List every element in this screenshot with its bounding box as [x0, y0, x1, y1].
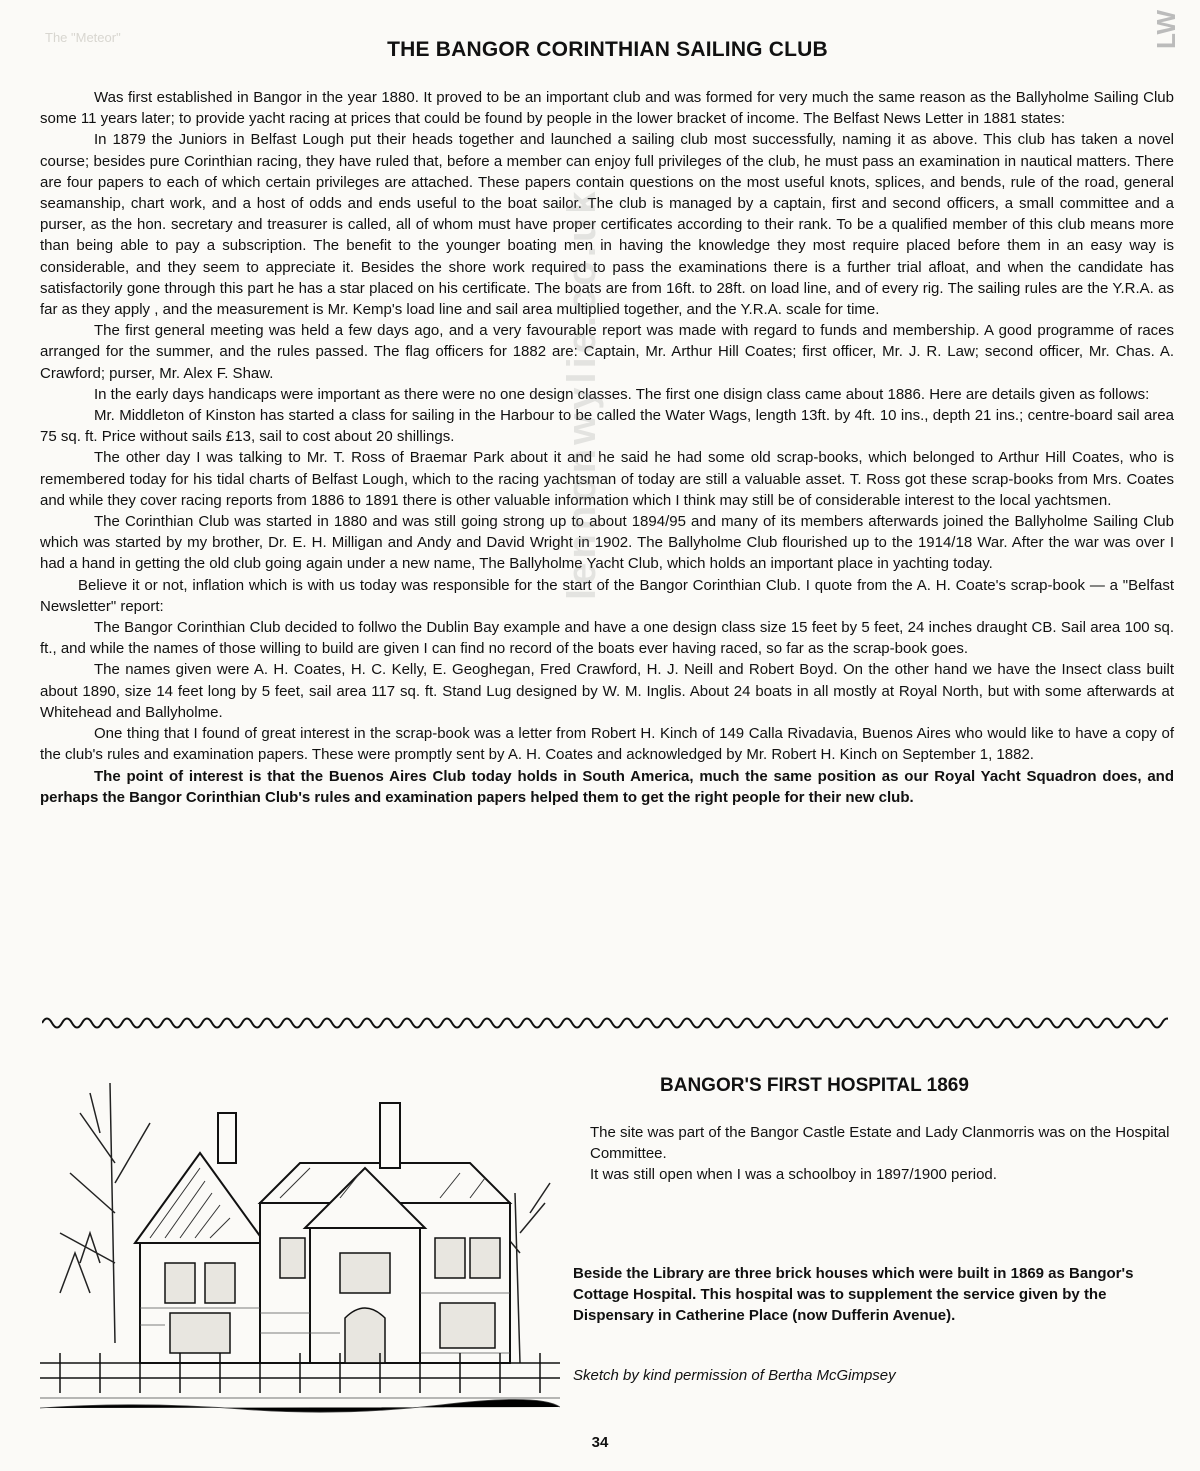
- article-title: THE BANGOR CORINTHIAN SAILING CLUB: [387, 38, 828, 61]
- paragraph: The names given were A. H. Coates, H. C. Kelly, E. Geoghegan, Fred Crawford, H. J. Neill and Robert Boyd. On the other hand we have the Insect class built about 1890, size 14 feet long by 5 feet, sail area 117 sq. ft. Stand Lug designed by W. M. Inglis. About 24 boats in all mostly at Royal North, but with some afterwards at Whitehead and Ballyholme.: [40, 661, 1174, 721]
- hospital-bold-text: Beside the Library are three brick houses which were built in 1869 as Bangor's Cottage Hospital. This hospital was to supplement the service given by the Dispensary in Catherine Place (now Dufferin Avenue).: [573, 1265, 1134, 1324]
- paragraph: Mr. Middleton of Kinston has started a class for sailing in the Harbour to be called the Water Wags, length 13ft. by 4ft. 10 ins., depth 21 ins.; centre-board sail area 75 sq. ft. Price without sails £13, sail to cost about 20 shillings.: [40, 407, 1174, 446]
- bleed-through-text: The "Meteor": [45, 30, 121, 45]
- paragraph: Was first established in Bangor in the year 1880. It proved to be an important club and was formed for very much the same reason as the Ballyholme Sailing Club some 11 years later; to provide yacht racing at prices that could be found by people in the lower bracket of income. The Belfast News Letter in 1881 states:: [40, 89, 1174, 128]
- watermark: lennonwylie.co.uk: [560, 187, 604, 600]
- paragraph: The Corinthian Club was started in 1880 and was still going strong up to about 1894/95 and many of its members afterwards joined the Ballyholme Sailing Club which was started by my brother, Dr. E. H. Milligan and Andy and David Wright in 1902. The Ballyholme Club flourished up to the 1914/18 War. After the war was over I had a hand in getting the old club going again under a new name, The Ballyholme Yacht Club, which holds an important place in yachting today.: [40, 513, 1174, 573]
- closing-bold-paragraph: The point of interest is that the Buenos Aires Club today holds in South America, much the same position as our Royal Yacht Squadron does, and perhaps the Bangor Corinthian Club's rules and examination papers helped them to get the right people for their new club.: [40, 767, 1174, 806]
- corner-mark: LW: [1151, 10, 1181, 49]
- paragraph: The other day I was talking to Mr. T. Ross of Braemar Park about it and he said he had some old scrap-books, which belonged to Arthur Hill Coates, who is remembered today for his tidal charts of Belfast Lough, which to the racing yachtsman of today are still a valuable asset. T. Ross got these scrap-books from Mrs. Coates and while they cover racing reports from 1886 to 1891 there is other valuable information which I think may still be of considerable interest to the local yachtsmen.: [40, 449, 1174, 509]
- article-body: [40, 87, 1174, 808]
- paragraph: In 1879 the Juniors in Belfast Lough put their heads together and launched a sailing club most successfully, naming it as above. This club has taken a novel course; besides pure Corinthian racing, they have ruled that, before a member can enjoy full privileges of the club, he must pass an examination in nautical matters. There are four papers to each of which certain privileges are attached. These papers contain questions on the most useful knots, splices, and bends, rule of the road, general seamanship, chart work, and a host of odds and ends useful to the boat sailor. The club is managed by a captain, first and second officers, a small committee and a purser, as the hon. secretary and treasurer is called, all of whom must have proper certificates according to their rank. To be a qualified member of this club means more than being able to pay a subscription. The benefit to the younger boating men in having the knowledge they most require placed before them in an easy way is considerable, and they seem to appreciate it. Besides the shore work required to pass the examinations there is a further trial afloat, and when the candidate has satisfactorily gone through this part he has a star placed on his certificate. The boats are from 16ft. to 28ft. on load line, and of every rig. The sailing rules are the Y.R.A. as far as they apply , and the measurement is Mr. Kemp's load line and sail area multiplied together, and the Y.R.A. scale for time.: [40, 131, 1174, 319]
- paragraph: The first general meeting was held a few days ago, and a very favourable report was made with regard to funds and membership. A good programme of races arranged for the summer, and the rules passed. The flag officers for 1882 are: Captain, Mr. Arthur Hill Coates; first officer, Mr. J. R. Law; second officer, Mr. Chas. A. Crawford; purser, Mr. Alex F. Shaw.: [40, 322, 1174, 382]
- wave-divider: [42, 1012, 1168, 1034]
- hospital-line: The site was part of the Bangor Castle Estate and Lady Clanmorris was on the Hospital Committee.: [590, 1124, 1170, 1162]
- hospital-sketch: [40, 1063, 560, 1413]
- hospital-line: It was still open when I was a schoolboy in 1897/1900 period.: [590, 1166, 997, 1183]
- paragraph: The Bangor Corinthian Club decided to follwo the Dublin Bay example and have a one design class size 15 feet by 5 feet, 24 inches draught CB. Sail area 100 sq. ft., and while the names of those willing to build are given I can find no record of the boats ever having raced, so far as the scrap-book goes.: [40, 619, 1174, 658]
- paragraph: One thing that I found of great interest in the scrap-book was a letter from Robert H. Kinch of 149 Calla Rivadavia, Buenos Aires who would like to have a copy of the club's rules and examination papers. These were promptly sent by A. H. Coates and acknowledged by Mr. Robert H. Kinch on September 1, 1882.: [40, 725, 1174, 764]
- hospital-body: [590, 1122, 1175, 1185]
- sketch-credit: Sketch by kind permission of Bertha McGimpsey: [573, 1367, 896, 1384]
- paragraph: Believe it or not, inflation which is with us today was responsible for the start of the Bangor Corinthian Club. I quote from the A. H. Coate's scrap-book — a "Belfast Newsletter" report:: [40, 576, 1174, 615]
- page-number: 34: [591, 1434, 609, 1451]
- paragraph: In the early days handicaps were important as there were no one design classes. The first one disign class came about 1886. Here are details given as follows:: [94, 385, 1150, 403]
- hospital-title: BANGOR'S FIRST HOSPITAL 1869: [660, 1075, 969, 1096]
